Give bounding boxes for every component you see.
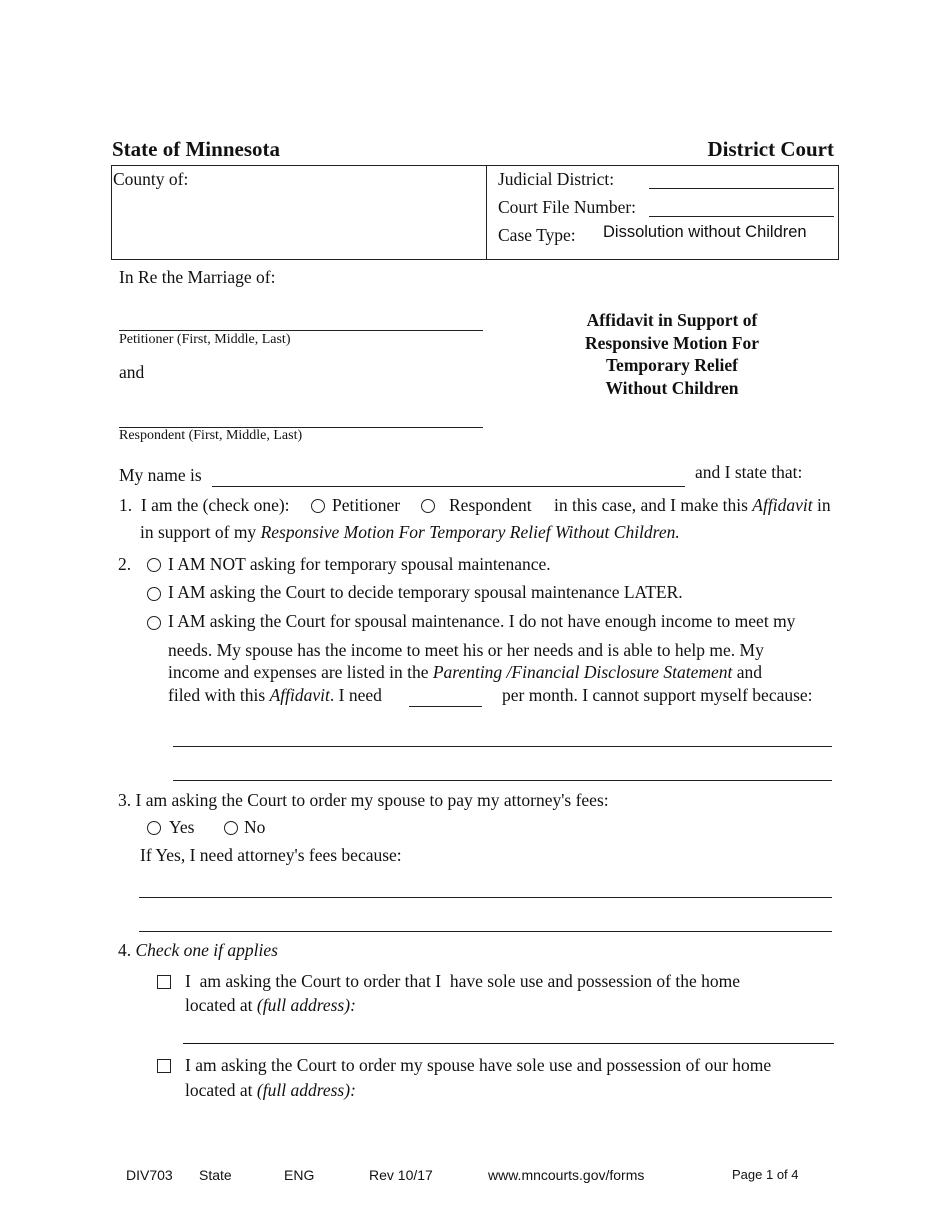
- item1-line2-a: in support of my: [140, 522, 257, 542]
- located-at: located at: [185, 1080, 253, 1100]
- petitioner-field[interactable]: [119, 330, 483, 331]
- caption-divider: [486, 165, 487, 259]
- fees-reason-label: If Yes, I need attorney's fees because:: [140, 845, 402, 865]
- maintenance-text-c: and: [736, 662, 763, 682]
- my-name-label: My name is: [119, 465, 202, 485]
- item1-in: in: [816, 495, 831, 515]
- item1-motion-title: Responsive Motion For Temporary Relief Without Children.: [260, 522, 680, 542]
- fees-no-option: No: [244, 817, 266, 837]
- item4-lead: [118, 940, 278, 961]
- district-label: Judicial District:: [498, 169, 615, 189]
- home-self-address-label: [185, 995, 356, 1016]
- fees-no-radio[interactable]: [224, 821, 238, 835]
- reason-field-line[interactable]: [173, 746, 832, 747]
- petitioner-label: Petitioner (First, Middle, Last): [119, 332, 291, 347]
- maintenance-text-line2: [168, 662, 762, 683]
- petitioner-radio[interactable]: [311, 499, 325, 513]
- my-name-field[interactable]: [212, 486, 685, 487]
- full-address-hint: (full address):: [256, 995, 356, 1015]
- file-number-label: Court File Number:: [498, 197, 637, 217]
- footer-language: ENG: [284, 1167, 315, 1183]
- petitioner-option: Petitioner: [332, 495, 401, 515]
- maintenance-text-line1: needs. My spouse has the income to meet his or her needs and is able to help me. My: [168, 640, 764, 660]
- asking-maintenance-option: I AM asking the Court for spousal maintenance. I do not have enough income to meet my: [168, 611, 796, 631]
- and-label: and: [119, 362, 145, 382]
- later-option: I AM asking the Court to decide temporary spousal maintenance LATER.: [168, 582, 683, 602]
- item4-number: 4.: [118, 940, 132, 960]
- in-re-label: In Re the Marriage of:: [119, 267, 276, 287]
- item1-text: [554, 495, 831, 516]
- file-number-field[interactable]: [649, 216, 834, 217]
- not-asking-option: I AM NOT asking for temporary spousal maintenance.: [168, 554, 551, 574]
- fees-reason-line[interactable]: [139, 931, 832, 932]
- county-label: County of:: [113, 169, 189, 189]
- amount-needed-field[interactable]: [409, 706, 482, 707]
- state-heading: State of Minnesota: [112, 137, 280, 161]
- footer-form-number: DIV703: [126, 1167, 173, 1183]
- caption-box: [111, 165, 839, 260]
- item1-lead: 1. I am the (check one):: [119, 495, 290, 515]
- maintenance-text-line3: [168, 685, 382, 706]
- title-line: Affidavit in Support of: [586, 310, 758, 330]
- item3-lead: 3. I am asking the Court to order my spouse to pay my attorney's fees:: [118, 790, 609, 810]
- later-radio[interactable]: [147, 587, 161, 601]
- home-spouse-address-label: [185, 1080, 356, 1101]
- footer-revision: Rev 10/17: [369, 1167, 433, 1183]
- home-spouse-checkbox[interactable]: [157, 1059, 171, 1073]
- home-spouse-text: I am asking the Court to order my spouse have sole use and possession of our home: [185, 1055, 772, 1075]
- maintenance-text-a: income and expenses are listed in the: [168, 662, 429, 682]
- reason-field-line[interactable]: [173, 780, 832, 781]
- respondent-option: Respondent: [449, 495, 532, 515]
- item1-rest: in this case, and I make this: [554, 495, 748, 515]
- full-address-hint: (full address):: [256, 1080, 356, 1100]
- maintenance-text-e: . I need: [329, 685, 382, 705]
- case-type-value: Dissolution without Children: [603, 223, 807, 241]
- home-self-checkbox[interactable]: [157, 975, 171, 989]
- maintenance-text-f: per month. I cannot support myself because:: [502, 685, 813, 705]
- state-that-label: and I state that:: [695, 462, 803, 482]
- district-field[interactable]: [649, 188, 834, 189]
- court-heading: District Court: [707, 137, 834, 161]
- fees-yes-radio[interactable]: [147, 821, 161, 835]
- title-line: Responsive Motion For: [584, 332, 760, 353]
- title-line: Temporary Relief: [605, 355, 739, 375]
- maintenance-text-d: filed with this: [168, 685, 266, 705]
- home-self-text: I am asking the Court to order that I have sole use and possession of the home: [185, 971, 741, 991]
- located-at: located at: [185, 995, 253, 1015]
- fees-yes-option: Yes: [169, 817, 195, 837]
- case-type-label: Case Type:: [498, 225, 576, 245]
- home-self-address-field[interactable]: [183, 1043, 834, 1044]
- footer-url[interactable]: www.mncourts.gov/forms: [488, 1167, 645, 1183]
- respondent-radio[interactable]: [421, 499, 435, 513]
- item1-affidavit: Affidavit: [752, 495, 813, 515]
- asking-maintenance-radio[interactable]: [147, 616, 161, 630]
- maintenance-affidavit: Affidavit: [269, 685, 330, 705]
- disclosure-statement-title: Parenting /Financial Disclosure Statement: [432, 662, 733, 682]
- footer-scope: State: [199, 1167, 232, 1183]
- item1-line2: [140, 522, 680, 543]
- title-line: Without Children: [605, 377, 739, 398]
- item2-number: 2.: [118, 554, 132, 574]
- fees-reason-line[interactable]: [139, 897, 832, 898]
- respondent-label: Respondent (First, Middle, Last): [119, 428, 303, 443]
- item4-instruction: Check one if applies: [135, 940, 278, 960]
- document-title: [532, 309, 812, 399]
- not-asking-radio[interactable]: [147, 558, 161, 572]
- footer-page-number: Page 1 of 4: [732, 1167, 799, 1182]
